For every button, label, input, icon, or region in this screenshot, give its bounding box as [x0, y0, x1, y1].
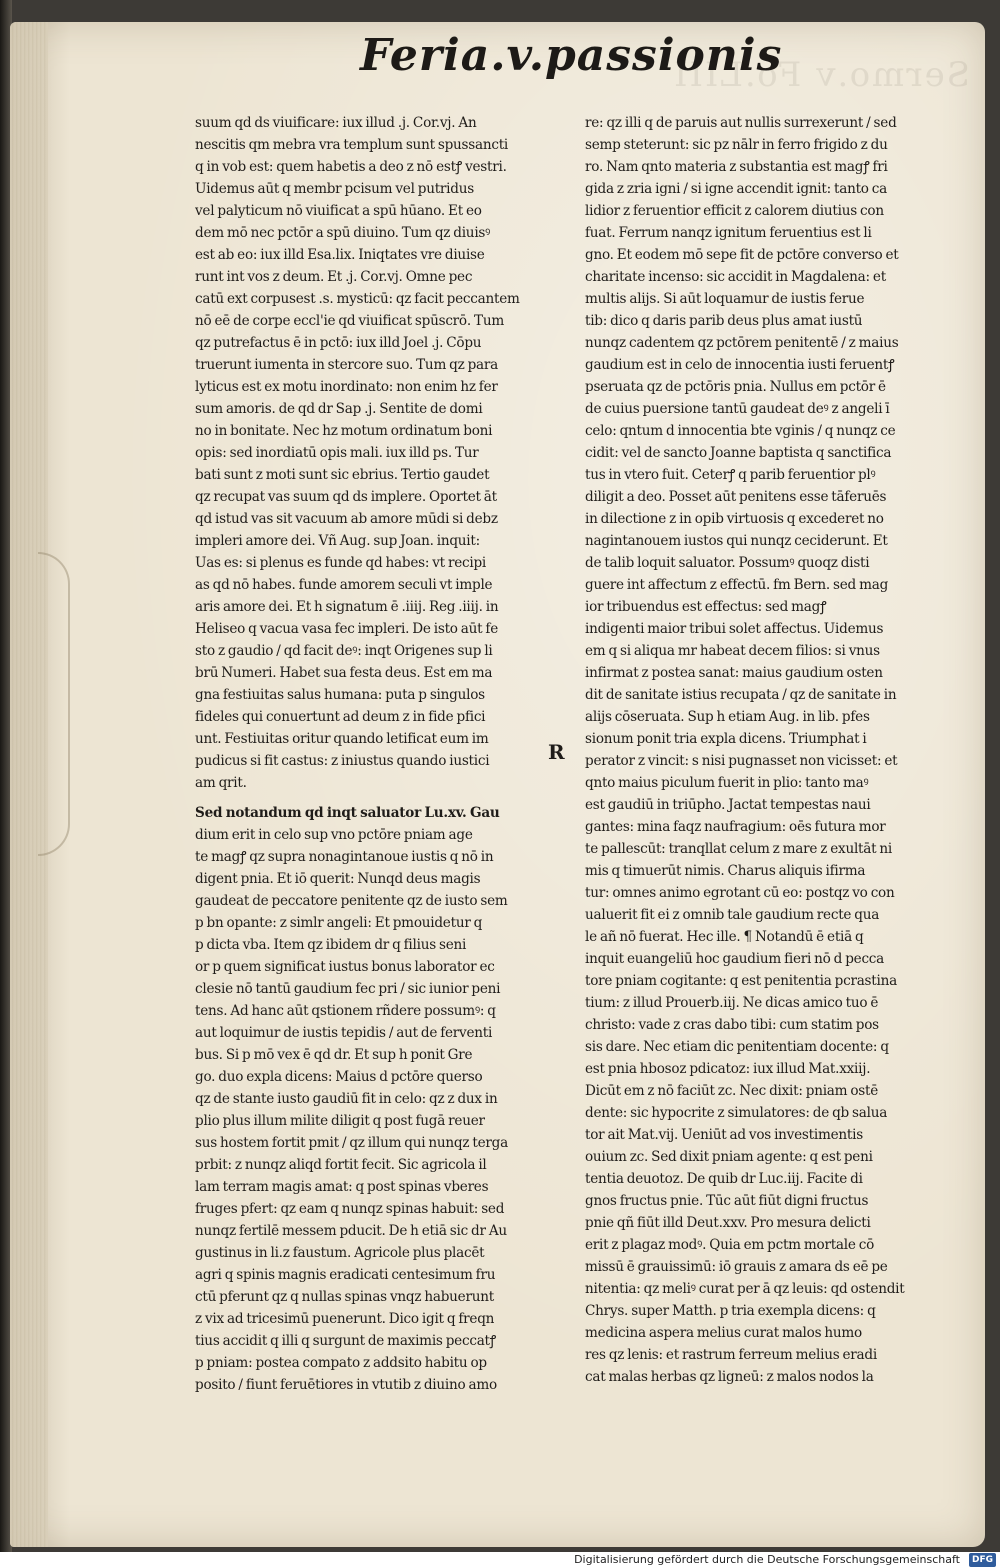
text-line: posito / fiunt feruētiores in vtutib z diuino amo	[195, 1377, 497, 1393]
text-line: tens. Ad hanc aūt qstionem rñdere possumꝰ: q	[195, 1003, 496, 1019]
page-tab-notch	[38, 552, 70, 856]
text-line: nō eē de corpe eccl'ie qd viuificat spūscrō. Tum	[195, 313, 504, 329]
text-line: sum amoris. de qd dr Sap .j. Sentite de domi	[195, 401, 483, 417]
text-line: ouium zc. Sed dixit pniam agente: q est peni	[585, 1149, 873, 1165]
text-line: res qz lenis: et rastrum ferreum melius eradi	[585, 1347, 877, 1363]
text-line: nescitis qm mebra vra templum sunt spussancti	[195, 137, 509, 153]
text-line: est ab eo: iux illd Esa.lix. Iniqtates vre diuise	[195, 247, 485, 263]
text-line: multis alijs. Si aūt loquamur de iustis ferue	[585, 291, 865, 307]
text-line: qz de stante iusto gaudiū fit in celo: qz z dux in	[195, 1091, 498, 1107]
text-line: diligit a deo. Posset aūt penitens esse tāferuēs	[585, 489, 887, 505]
text-line: nunqz cadentem qz pctōrem penitentē / z maius	[585, 335, 899, 351]
text-line: indigenti maior tribui solet affectus. Uidemus	[585, 621, 884, 637]
signature-mark: R	[548, 740, 565, 764]
text-line: Uas es: si plenus es funde qd habes: vt recipi	[195, 555, 487, 571]
text-line: christo: vade z cras dabo tibi: cum statim pos	[585, 1017, 879, 1033]
text-line: p bn opante: z simlr angeli: Et pmouidetur q	[195, 915, 483, 931]
text-line: Dicūt em z nō faciūt zc. Nec dixit: pniam ostē	[585, 1083, 879, 1099]
text-line: tur: omnes animo egrotant cū eo: postqz vo con	[585, 885, 895, 901]
text-line: impleri amore dei. Vñ Aug. sup Joan. inquit:	[195, 533, 480, 549]
text-line: prbit: z nunqz aliqd fortit fecit. Sic agricola il	[195, 1157, 487, 1173]
text-line: em q si aliqua mr habeat decem filios: si vnus	[585, 643, 880, 659]
text-line: tor ait Mat.vij. Ueniūt ad vos investimentis	[585, 1127, 863, 1143]
text-line: te magꝭ qz supra nonagintanoue iustis q nō in	[195, 849, 494, 865]
text-line: aris amore dei. Et h signatum ē .iiij. Reg .iiij. in	[195, 599, 499, 615]
text-line: suum qd ds viuificare: iux illud .j. Cor.vj. An	[195, 115, 477, 131]
text-line: semp steterunt: sic pz nālr in ferro frigido z du	[585, 137, 888, 153]
text-line: unt. Festiuitas oritur quando letificat eum im	[195, 731, 489, 747]
text-line: p pniam: postea compato z addsito habitu op	[195, 1355, 487, 1371]
text-line: gaudeat de peccatore penitente qz de iusto sem	[195, 893, 508, 909]
text-line: bati sunt z moti sunt sic ebrius. Tertio gaudet	[195, 467, 490, 483]
text-line: sus hostem fortit pmit / qz illum qui nunqz terga	[195, 1135, 508, 1151]
text-line: ior tribuendus est effectus: sed magꝭ	[585, 599, 827, 615]
text-line: pseruata qz de pctōris pnia. Nullus em pctōr ē	[585, 379, 886, 395]
text-line: z vix ad tricesimū puenerunt. Dico igit q freqn	[195, 1311, 495, 1327]
text-line: sto z gaudio / qd facit deꝰ: inqt Origenes sup li	[195, 643, 493, 659]
text-line: plio plus illum milite diligit q post fugā reuer	[195, 1113, 485, 1129]
text-line: sionum ponit tria expla dicens. Triumphat i	[585, 731, 867, 747]
text-line: gida z zria igni / si igne accendit ignit: tanto ca	[585, 181, 888, 197]
text-line: qnto maius piculum fuerit in plio: tanto maꝰ	[585, 775, 869, 791]
text-line: p dicta vba. Item qz ibidem dr q filius seni	[195, 937, 467, 953]
text-line: vel palyticum nō viuificat a spū hūano. Et eo	[195, 203, 482, 219]
text-line: perator z vincit: s nisi pugnasset non vicisset: et	[585, 753, 898, 769]
text-line: go. duo expla dicens: Maius d pctōre querso	[195, 1069, 483, 1085]
text-line: qd istud vas sit vacuum ab amore mūdi si debz	[195, 511, 498, 527]
text-line: clesie nō tantū gaudium fec pri / sic iunior peni	[195, 981, 501, 997]
text-line: lyticus est ex motu inordinato: non enim hz fer	[195, 379, 498, 395]
text-line: gnos fructus pnie. Tūc aūt fiūt digni fructus	[585, 1193, 869, 1209]
text-line: te pallescūt: tranqllat celum z mare z exultāt ni	[585, 841, 893, 857]
text-line: pudicus si fit castus: z iniustus quando iustici	[195, 753, 490, 769]
text-line: erit z plagaz modꝰ. Quia em pctm mortale cō	[585, 1237, 875, 1253]
text-line: gustinus in li.z faustum. Agricole plus placēt	[195, 1245, 485, 1261]
text-line: qz recupat vas suum qd ds implere. Oportet āt	[195, 489, 497, 505]
text-line: inquit euangeliū hoc gaudium fieri nō d pecca	[585, 951, 885, 967]
text-line: re: qz illi q de paruis aut nullis surrexerunt / sed	[585, 115, 897, 131]
text-line: Heliseo q vacua vasa fec impleri. De isto aūt fe	[195, 621, 499, 637]
text-line: nitentia: qz meliꝰ curat per ā qz leuis: qd ostendit	[585, 1281, 905, 1297]
text-line: alijs cōseruata. Sup h etiam Aug. in lib. pfes	[585, 709, 870, 725]
text-line: am qrit.	[195, 775, 247, 791]
text-line: runt int vos z deum. Et .j. Cor.vj. Omne pec	[195, 269, 473, 285]
text-line: lam terram magis amat: q post spinas vberes	[195, 1179, 489, 1195]
text-line: gno. Et eodem mō sepe fit de pctōre converso et	[585, 247, 899, 263]
text-line: or p quem significat iustus bonus laborator ec	[195, 959, 495, 975]
text-line: dente: sic hypocrite z simulatores: de qb salua	[585, 1105, 888, 1121]
text-line: bus. Si p mō vex ē qd dr. Et sup h ponit Gre	[195, 1047, 473, 1063]
text-line: agri q spinis magnis eradicati centesimum fru	[195, 1267, 496, 1283]
text-line: dem mō nec pctōr a spū diuino. Tum qz diuisꝰ	[195, 225, 491, 241]
text-line: nunqz fertilē messem pducit. De h etiā sic dr Au	[195, 1223, 507, 1239]
text-line: fruges pfert: qz eam q nunqz spinas habuit: sed	[195, 1201, 505, 1217]
text-line: Chrys. super Matth. p tria exempla dicens: q	[585, 1303, 876, 1319]
text-line: gna festiuitas salus humana: puta p singulos	[195, 687, 485, 703]
text-line: tius accidit q illi q surgunt de maximis peccatꝭ	[195, 1333, 496, 1349]
text-line: cat malas herbas qz ligneū: z malos nodos la	[585, 1369, 874, 1385]
text-line: aut loquimur de iustis tepidis / aut de ferventi	[195, 1025, 493, 1041]
text-line: as qd nō habes. funde amorem seculi vt imple	[195, 577, 493, 593]
text-line: le añ nō fuerat. Hec ille. ¶ Notandū ē etiā q	[585, 929, 864, 945]
text-line: pnie qñ fiūt illd Deut.xxv. Pro mesura delicti	[585, 1215, 871, 1231]
text-line: infirmat z postea sanat: maius gaudium osten	[585, 665, 883, 681]
text-line: guere int affectum z effectū. fm Bern. sed mag	[585, 577, 889, 593]
text-line: tentia deuotoz. De quib dr Luc.iij. Facite di	[585, 1171, 863, 1187]
text-line: ctū pferunt qz q nullas spinas vnqz habuerunt	[195, 1289, 494, 1305]
text-line: gantes: mina faqz naufragium: oēs futura mor	[585, 819, 886, 835]
text-line: missū ē grauissimū: iō grauis z amara ds eē pe	[585, 1259, 888, 1275]
text-line: in dilectione z in opib virtuosis q excederet no	[585, 511, 884, 527]
paragraph-gap	[195, 794, 575, 802]
right-column	[585, 112, 957, 1388]
footer-credit: Digitalisierung gefördert durch die Deutsche Forschungsgemeinschaft	[574, 1553, 960, 1566]
text-line: digent pnia. Et iō querit: Nunqd deus magis	[195, 871, 481, 887]
dfg-logo: DFG	[969, 1553, 996, 1567]
text-line: qz putrefactus ē in pctō: iux illd Joel .j. Cōpu	[195, 335, 482, 351]
text-line: Sed notandum qd inqt saluator Lu.xv. Gau	[195, 805, 500, 821]
text-line: ualuerit fit ei z omnib tale gaudium recte qua	[585, 907, 880, 923]
text-line: no in bonitate. Nec hz motum ordinatum boni	[195, 423, 493, 439]
text-line: lidior z feruentior efficit z calorem diutius con	[585, 203, 884, 219]
text-line: ro. Nam qnto materia z substantia est magꝭ fri	[585, 159, 888, 175]
text-line: tium: z illud Prouerb.iij. Ne dicas amico tuo ē	[585, 995, 879, 1011]
text-line: fideles qui conuertunt ad deum z in fide pfici	[195, 709, 486, 725]
text-line: charitate incenso: sic accidit in Magdalena: et	[585, 269, 886, 285]
text-line: de talib loquit saluator. Possumꝰ quoqz disti	[585, 555, 870, 571]
bleed-through-header: Sermo.v Fo.LIII	[672, 55, 970, 95]
text-line: sis dare. Nec etiam dic penitentiam docente: q	[585, 1039, 889, 1055]
text-line: cidit: vel de sancto Joanne baptista q sanctifica	[585, 445, 892, 461]
text-line: mis q timuerūt nimis. Charus aliquis ifirma	[585, 863, 866, 879]
text-line: est gaudiū in triūpho. Jactat tempestas naui	[585, 797, 871, 813]
text-line: brū Numeri. Habet sua festa deus. Est em ma	[195, 665, 493, 681]
text-line: fuat. Ferrum nanqz ignitum feruentius est li	[585, 225, 872, 241]
text-line: medicina aspera melius curat malos humo	[585, 1325, 862, 1341]
text-line: tib: dico q daris parib deus plus amat iustū	[585, 313, 863, 329]
text-line: nagintanouem iustos qui nunqz ceciderunt. Et	[585, 533, 888, 549]
text-line: truerunt iumenta in stercore suo. Tum qz para	[195, 357, 498, 373]
text-line: q in vob est: quem habetis a deo z nō estꝭ vestri.	[195, 159, 507, 175]
text-line: Uidemus aūt q membr pcisum vel putridus	[195, 181, 474, 197]
text-line: opis: sed inordiatū opis mali. iux illd ps. Tur	[195, 445, 479, 461]
text-line: celo: qntum d innocentia bte vginis / q nunqz ce	[585, 423, 896, 439]
text-line: catū ext corpusest .s. mysticū: qz facit peccantem	[195, 291, 520, 307]
text-line: gaudium est in celo de innocentia iusti feruentꝭ	[585, 357, 895, 373]
text-line: dium erit in celo sup vno pctōre pniam age	[195, 827, 473, 843]
left-column	[195, 112, 575, 1396]
text-line: dit de sanitate istius recupata / qz de sanitate in	[585, 687, 897, 703]
text-line: tore pniam cogitante: q est penitentia pcrastina	[585, 973, 897, 989]
text-line: de cuius puersione tantū gaudeat deꝰ z angeli ī	[585, 401, 890, 417]
running-head: Feria.v.passionis	[360, 30, 783, 81]
text-line: tus in vtero fuit. Ceterꝭ q parib feruentior plꝰ	[585, 467, 876, 483]
text-line: est pnia hbosoz pdicatoz: iux illud Mat.xxiij.	[585, 1061, 871, 1077]
